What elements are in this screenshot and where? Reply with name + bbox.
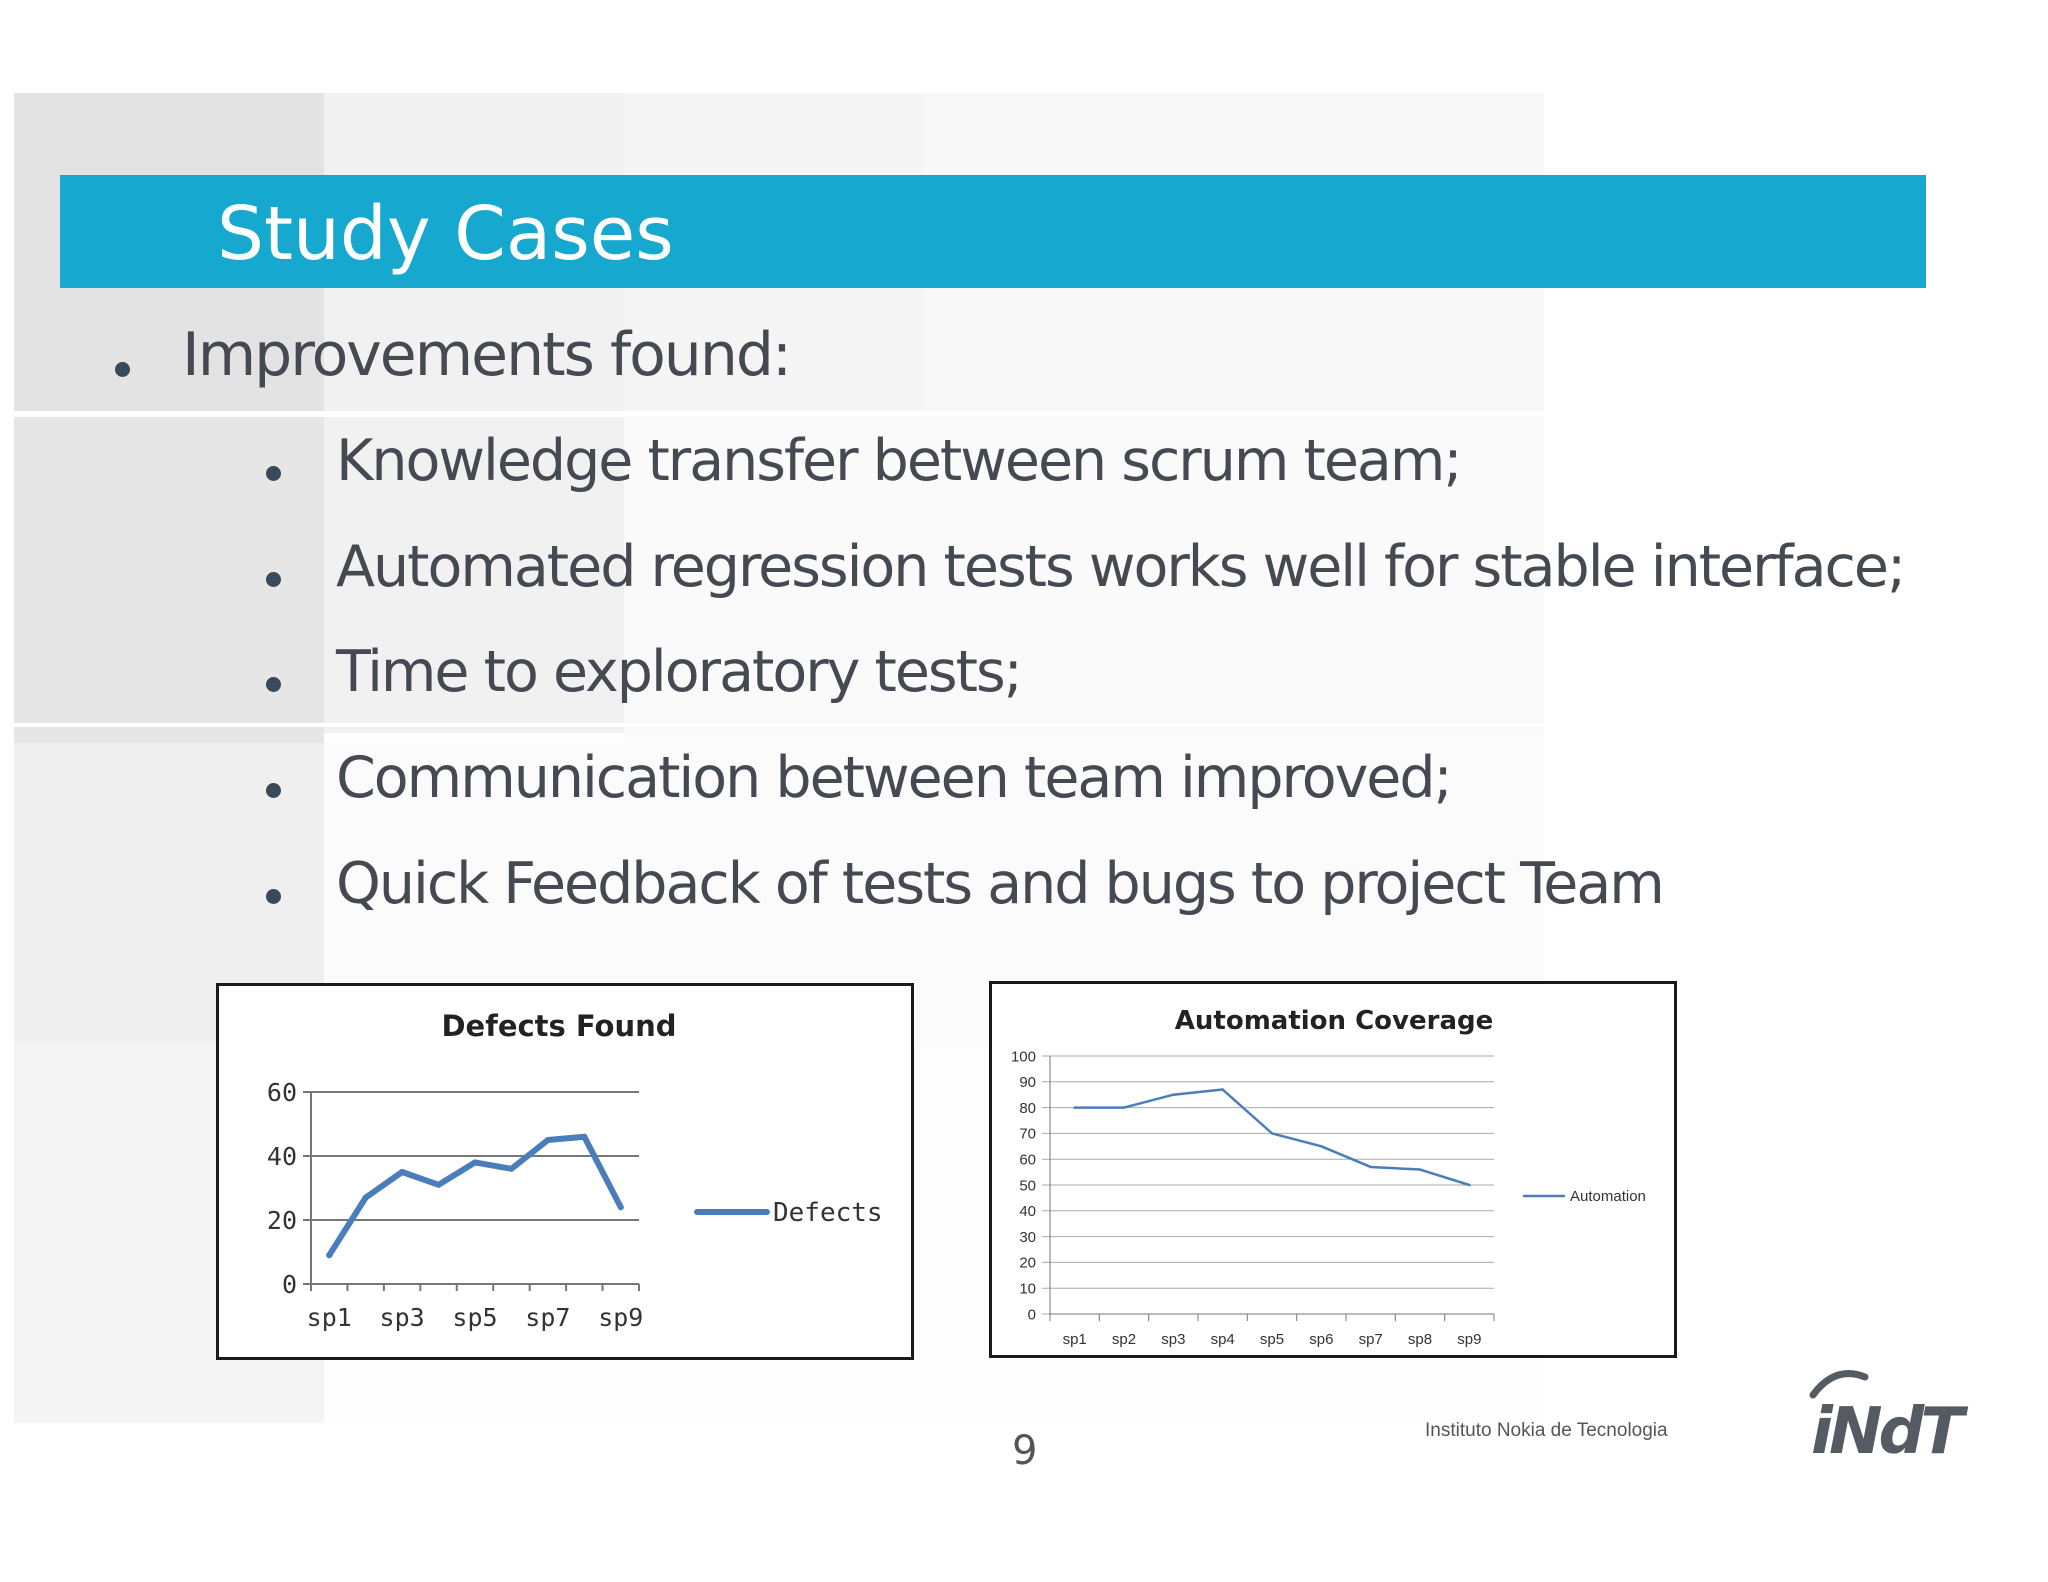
- y-tick-label: 30: [1019, 1228, 1036, 1246]
- x-tick-label: sp3: [1161, 1331, 1186, 1348]
- y-tick-label: 70: [1019, 1125, 1036, 1143]
- chart-title: Defects Found: [441, 1009, 677, 1043]
- y-tick-label: 100: [1010, 1048, 1036, 1066]
- data-point: [1221, 1088, 1224, 1091]
- data-point: [618, 1204, 624, 1210]
- slide-title: Study Cases: [217, 191, 674, 277]
- y-tick-label: 20: [266, 1205, 297, 1235]
- svg-text:iNdT: iNdT: [1811, 1395, 1960, 1460]
- x-tick-label: sp7: [1358, 1331, 1383, 1348]
- data-point: [1320, 1145, 1323, 1148]
- sub-bullet-text: Communication between team improved;: [336, 745, 1451, 811]
- x-tick-label: sp5: [1259, 1331, 1285, 1348]
- data-point: [436, 1182, 442, 1188]
- series-line: [1075, 1090, 1470, 1185]
- legend-label: Defects: [773, 1198, 883, 1228]
- data-point: [1271, 1132, 1274, 1135]
- bullet-dot: [266, 466, 281, 481]
- data-point: [326, 1252, 332, 1258]
- sub-bullet-text: Knowledge transfer between scrum team;: [336, 428, 1461, 494]
- y-tick-label: 90: [1019, 1074, 1036, 1092]
- bullet-dot: [266, 677, 281, 692]
- bullet-dot: [266, 783, 281, 798]
- data-point: [1073, 1106, 1076, 1109]
- defects-chart-svg: [219, 986, 911, 1357]
- x-tick-label: sp9: [598, 1303, 644, 1332]
- y-tick-label: 40: [266, 1141, 297, 1171]
- indt-logo: [1805, 1365, 1975, 1460]
- series-line: [329, 1137, 621, 1255]
- bullet-dot: [266, 889, 281, 904]
- footer-text: Instituto Nokia de Tecnologia: [1425, 1420, 1668, 1441]
- x-tick-label: sp6: [1309, 1331, 1334, 1348]
- data-point: [472, 1159, 478, 1165]
- y-tick-label: 20: [1019, 1254, 1036, 1272]
- x-tick-label: sp1: [1062, 1331, 1087, 1348]
- data-point: [1172, 1093, 1175, 1096]
- x-tick-label: sp3: [379, 1303, 425, 1332]
- y-tick-label: 0: [281, 1269, 297, 1299]
- x-tick-label: sp1: [306, 1303, 352, 1332]
- data-point: [1468, 1184, 1471, 1187]
- data-point: [1419, 1168, 1422, 1171]
- y-tick-label: 60: [1019, 1151, 1036, 1169]
- automation-chart-svg: [992, 984, 1674, 1355]
- sub-bullet-text: Time to exploratory tests;: [336, 639, 1021, 705]
- legend-label: Automation: [1570, 1188, 1646, 1205]
- x-tick-label: sp7: [525, 1303, 571, 1332]
- defects-chart: [216, 983, 914, 1360]
- y-tick-label: 50: [1019, 1177, 1036, 1195]
- y-tick-label: 0: [1027, 1306, 1036, 1324]
- x-tick-label: sp8: [1407, 1331, 1433, 1348]
- data-point: [581, 1134, 587, 1140]
- y-tick-label: 40: [1019, 1203, 1036, 1221]
- y-tick-label: 80: [1019, 1099, 1036, 1117]
- data-point: [1123, 1106, 1126, 1109]
- sub-bullet-text: Automated regression tests works well for stable interface;: [336, 534, 1905, 600]
- y-tick-label: 10: [1019, 1280, 1036, 1298]
- chart-title: Automation Coverage: [1174, 1006, 1494, 1036]
- data-point: [545, 1137, 551, 1143]
- data-point: [1369, 1166, 1372, 1169]
- bullet-dot: [115, 362, 130, 377]
- x-tick-label: sp9: [1457, 1331, 1482, 1348]
- bullet-dot: [266, 572, 281, 587]
- data-point: [363, 1195, 369, 1201]
- data-point: [508, 1166, 514, 1172]
- y-tick-label: 60: [266, 1077, 297, 1107]
- x-tick-label: sp4: [1210, 1331, 1235, 1348]
- x-tick-label: sp2: [1111, 1331, 1137, 1348]
- sub-bullet-text: Quick Feedback of tests and bugs to project Team: [336, 851, 1663, 917]
- x-tick-label: sp5: [452, 1303, 498, 1332]
- main-bullet-text: Improvements found:: [182, 320, 791, 390]
- data-point: [399, 1169, 405, 1175]
- automation-chart: [989, 981, 1677, 1358]
- page-number: 9: [1012, 1428, 1038, 1474]
